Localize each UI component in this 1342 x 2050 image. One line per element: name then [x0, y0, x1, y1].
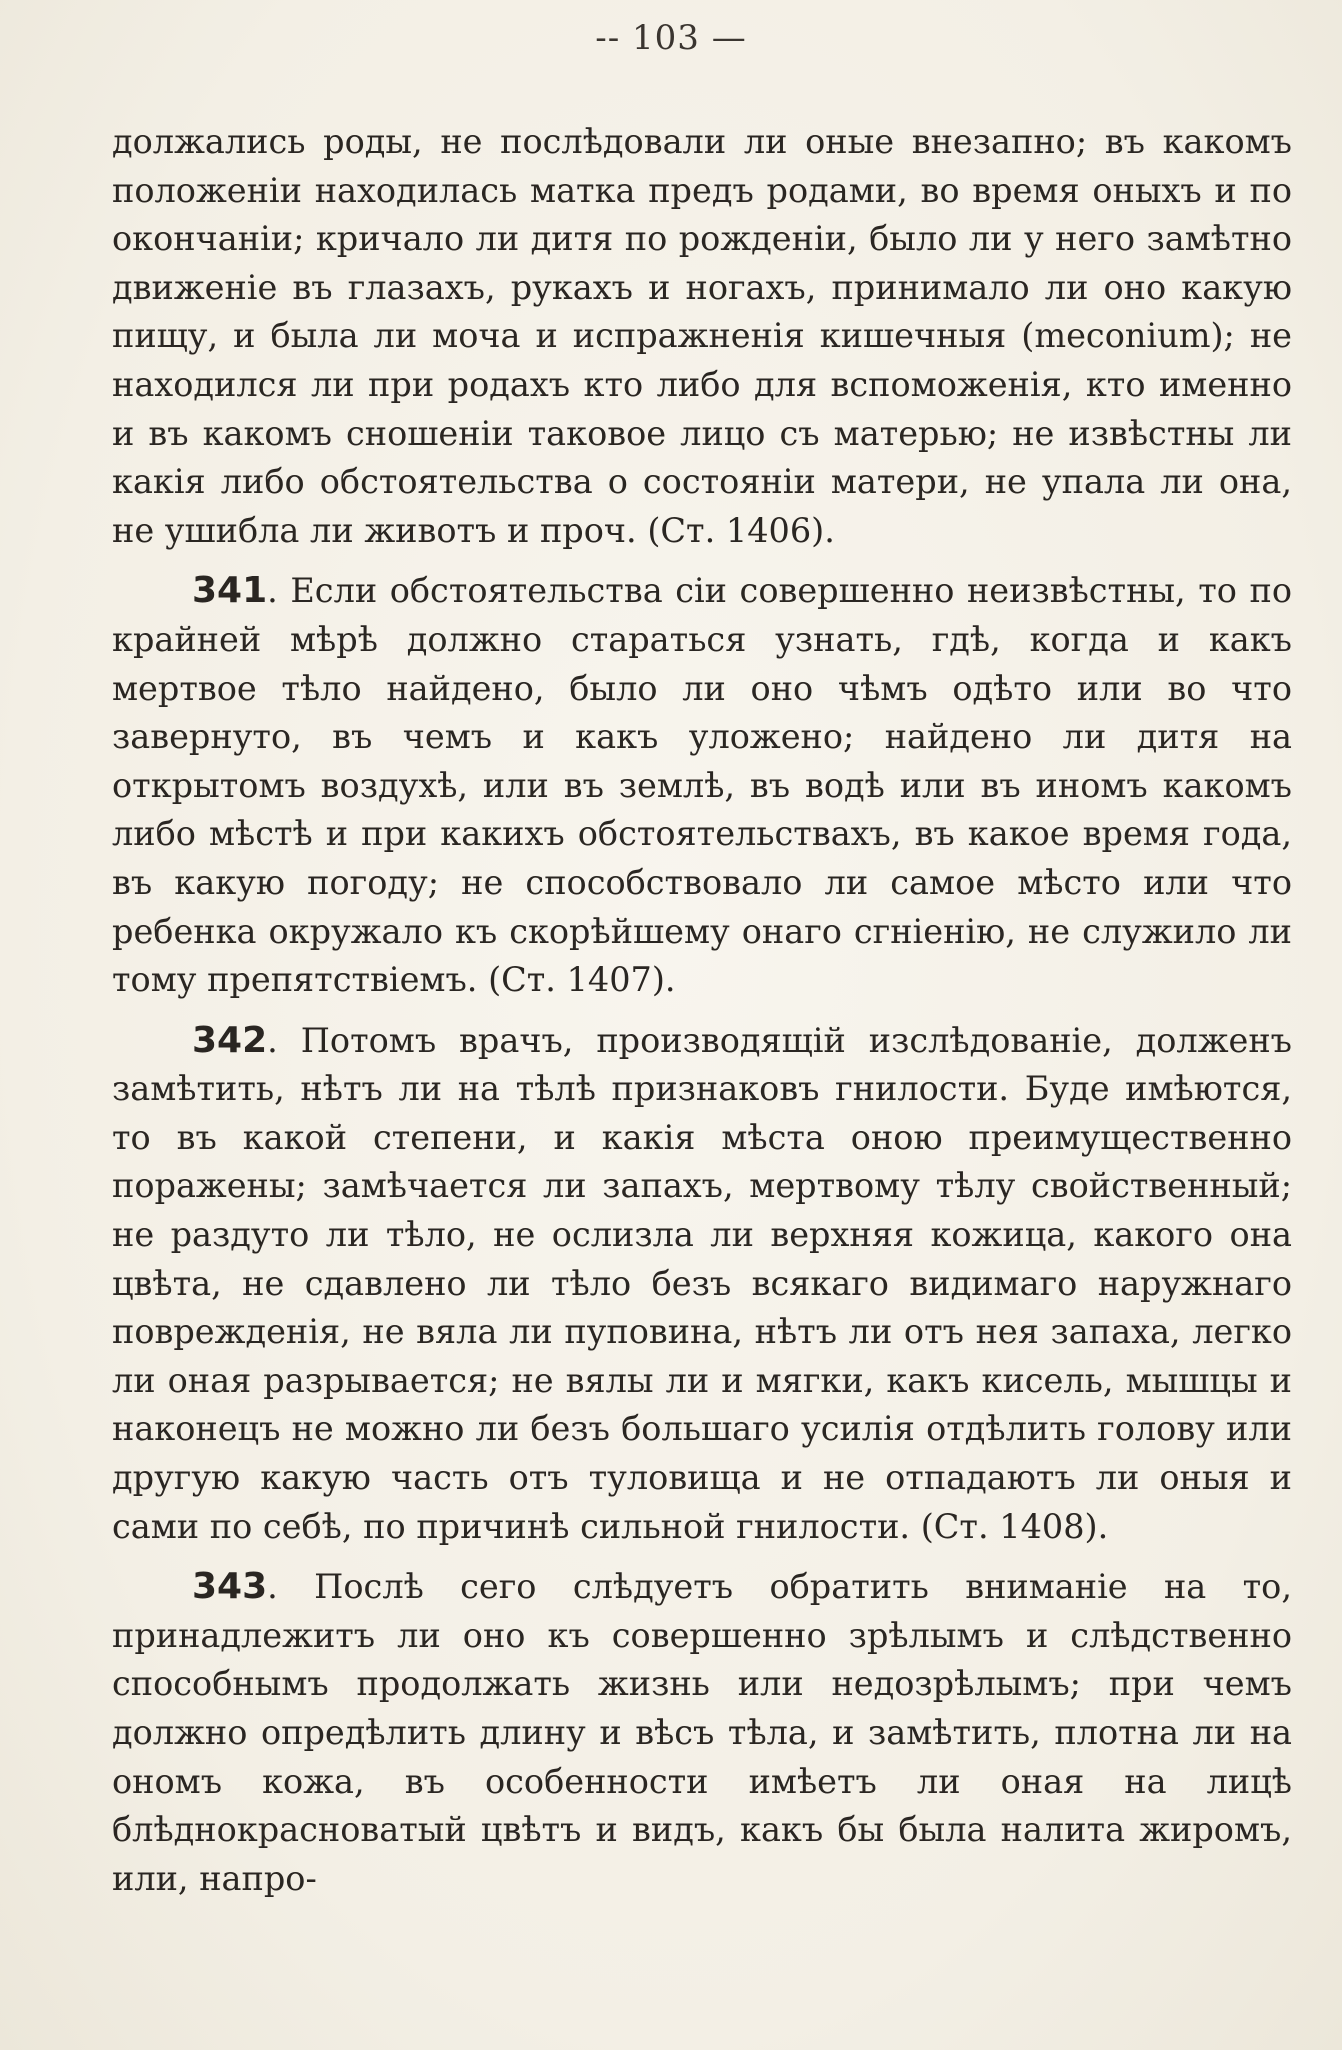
paragraph-number: 341 — [192, 570, 268, 612]
paragraph-continuation — [112, 118, 1292, 555]
paragraph-341 — [112, 567, 1292, 1004]
page-number: -- 103 — — [595, 18, 747, 58]
paragraph-342 — [112, 1017, 1292, 1552]
paragraph-text: . Послѣ сего слѣдуетъ обратить вниманiе на то, принадлежитъ ли оно къ совершенно зрѣлымъ и слѣдственно способнымъ продолжать жизнь или недозрѣлымъ; при чемъ должно опредѣлить длину и вѣсъ тѣла, и замѣтить, плотна ли на ономъ кожа, въ особенности имѣетъ ли оная на лицѣ блѣднокрасноватый цвѣтъ и видъ, какъ бы была налита жиромъ, или, напро- — [112, 1567, 1292, 1898]
paragraph-text: . Потомъ врачъ, производящiй изслѣдованiе, долженъ замѣтить, нѣтъ ли на тѣлѣ признаковъ гнилости. Буде имѣются, то въ какой степени, и какiя мѣста оною преимущественно поражены; замѣчается ли запахъ, мертвому тѣлу свойственный; не раздуто ли тѣло, не ослизла ли верхняя кожица, какого она цвѣта, не сдавлено ли тѣло безъ всякаго видимаго наружнаго поврежденiя, не вяла ли пуповина, нѣтъ ли отъ нея запаха, легко ли оная разрывается; не вялы ли и мягки, какъ кисель, мышцы и наконецъ не можно ли безъ большаго усилiя отдѣлить голову или другую какую часть отъ туловища и не отпадаютъ ли оныя и сами по себѣ, по причинѣ сильной гнилости. (Ст. 1408). — [112, 1020, 1292, 1546]
paragraph-text: должались роды, не послѣдовали ли оные внезапно; въ какомъ положенiи находилась матка предъ родами, во время оныхъ и по окончанiи; кричало ли дитя по рожденiи, было ли у него замѣтно движенiе въ глазахъ, рукахъ и ногахъ, принимало ли оно какую пищу, и была ли моча и испражненiя кишечныя (meconium); не находился ли при родахъ кто либо для вспоможенiя, кто именно и въ какомъ сношенiи таковое лицо съ матерью; не извѣстны ли какiя либо обстоятельства о состоянiи матери, не упала ли она, не ушибла ли животъ и проч. (Ст. 1406). — [112, 122, 1292, 550]
paragraph-text: . Если обстоятельства сiи совершенно неизвѣстны, то по крайней мѣрѣ должно стараться узнать, гдѣ, когда и какъ мертвое тѣло найдено, было ли оно чѣмъ одѣто или во что завернуто, въ чемъ и какъ уложено; найдено ли дитя на открытомъ воздухѣ, или въ землѣ, въ водѣ или въ иномъ какомъ либо мѣстѣ и при какихъ обстоятельствахъ, въ какое время года, въ какую погоду; не способствовало ли самое мѣсто или что ребенка окружало къ скорѣйшему онаго сгнiенiю, не служило ли тому препятствiемъ. (Ст. 1407). — [112, 571, 1292, 1000]
page-body — [112, 118, 1292, 1915]
paragraph-number: 342 — [192, 1019, 268, 1061]
paragraph-343 — [112, 1563, 1292, 1903]
paragraph-number: 343 — [192, 1566, 268, 1608]
